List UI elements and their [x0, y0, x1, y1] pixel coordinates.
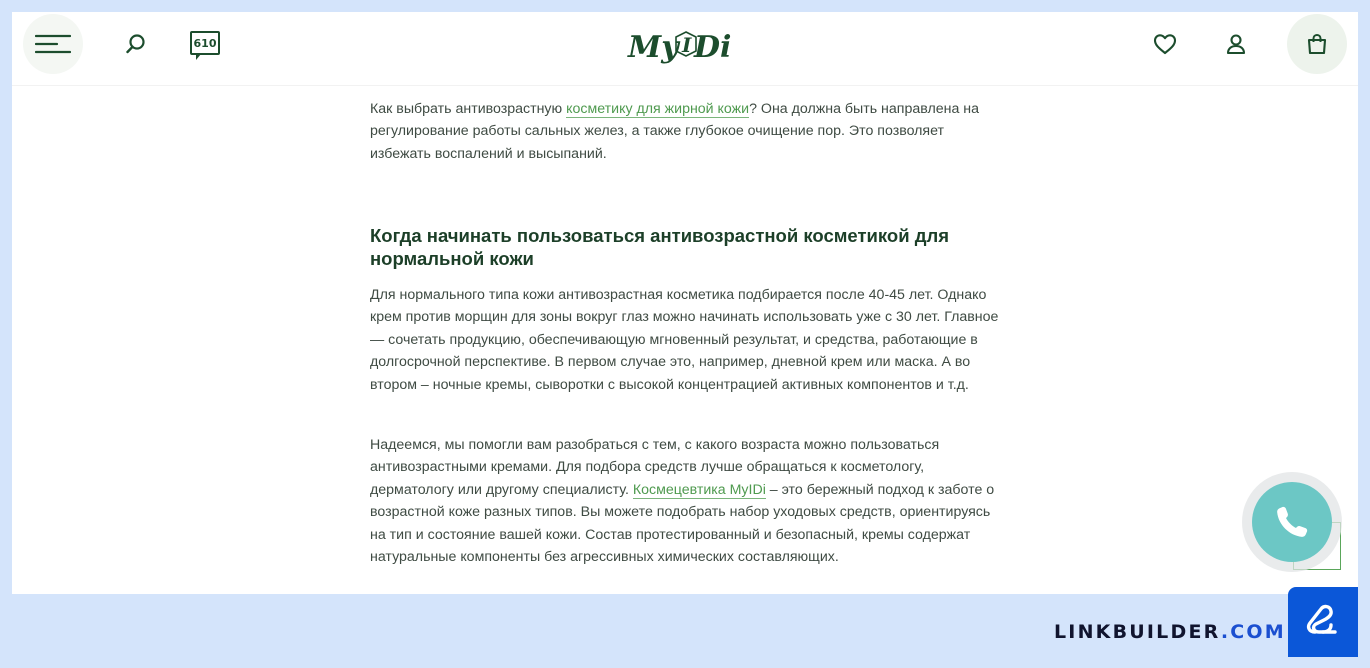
- myidi-cosmeceutics-link[interactable]: Космецевтика MyIDi: [632, 481, 766, 498]
- paragraph-text: – это бережный подход к заботе о возрастной коже разных типов. Вы можете подобрать набор уходовых средств, ориентируясь на тип и состояние вашей кожи. Состав протестированный и безопасный, кремы содержат натуральные компоненты без агрессивных химических составляющих.: [370, 481, 995, 566]
- svg-text:My: My: [628, 30, 679, 65]
- paragraph-text: Как выбрать антивозрастную: [370, 101, 567, 117]
- callback-widget[interactable]: [1242, 472, 1342, 572]
- watermark-text: [1054, 621, 1286, 645]
- cart-button[interactable]: [1287, 14, 1347, 74]
- phone-icon: [1272, 502, 1312, 542]
- bonus-points-button[interactable]: [188, 26, 222, 60]
- paragraph-text: Надеемся, мы помогли вам разобраться с тем, с какого возраста можно пользоваться антивозрастными кремами. Для подбора средств лучше обращаться к косметологу, дерматологу или другому специалисту.: [370, 437, 940, 498]
- svg-text:Di: Di: [694, 30, 732, 65]
- hamburger-icon: [35, 34, 71, 54]
- article-paragraph: [370, 98, 1000, 165]
- menu-button[interactable]: [23, 14, 83, 74]
- bonus-points-count: 610: [190, 31, 220, 55]
- svg-text:I: I: [682, 33, 692, 57]
- search-button[interactable]: [120, 28, 152, 60]
- article-paragraph: [370, 434, 1000, 568]
- linkbuilder-logo: [1288, 587, 1358, 657]
- site-logo[interactable]: [626, 24, 746, 68]
- favorites-button[interactable]: [1149, 28, 1181, 60]
- browser-page: [12, 12, 1358, 594]
- call-button[interactable]: [1252, 482, 1332, 562]
- oily-skin-cosmetics-link[interactable]: косметику для жирной кожи: [566, 101, 750, 117]
- shopping-bag-icon: [1306, 33, 1328, 55]
- brand-logo-icon: [626, 24, 746, 68]
- article-paragraph: Для нормального типа кожи антивозрастная косметика подбирается после 40-45 лет. Однако крем против морщин для зоны вокруг глаз можно начинать использовать уже с 30 лет. Главное — сочетать продукцию, обеспечивающую мгновенный результат, и средства, работающие в долгосрочной перспективе. В первом случае это, например, дневной крем или маска. А во втором – ночные кремы, сыворотки с высокой концентрацией активных компонентов и т.д.: [370, 287, 999, 393]
- linkbuilder-icon: [1301, 600, 1345, 644]
- watermark-tld: COM: [1230, 621, 1286, 643]
- search-icon: [125, 33, 147, 55]
- account-button[interactable]: [1220, 28, 1252, 60]
- heart-icon: [1153, 33, 1177, 55]
- section-heading: Когда начинать пользоваться антивозрастной косметикой для нормальной кожи: [370, 225, 950, 269]
- watermark-dot: .: [1220, 621, 1231, 643]
- site-header: [12, 12, 1358, 86]
- user-icon: [1225, 33, 1247, 55]
- paragraph-text: ? Она должна быть направлена на регулирование работы сальных желез, а также глубокое очищение пор. Это позволяет избежать воспалений и высыпаний.: [370, 101, 980, 162]
- watermark-name: LINKBUILDER: [1054, 621, 1221, 643]
